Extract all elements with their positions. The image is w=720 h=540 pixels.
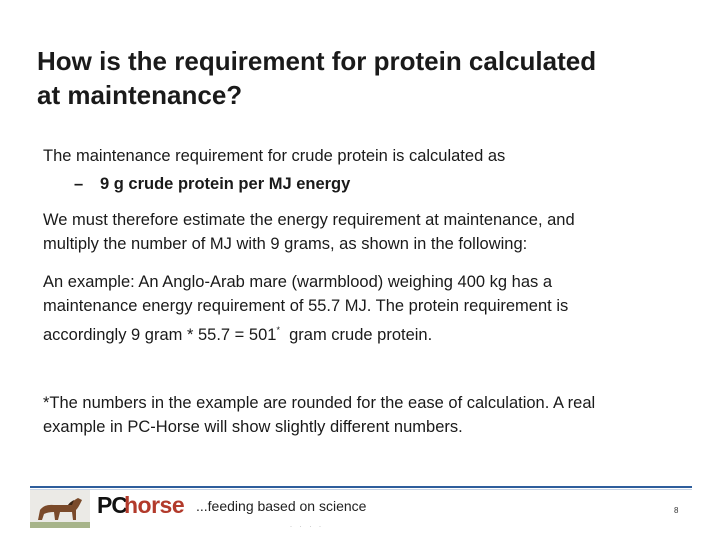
footnote-line-1: *The numbers in the example are rounded for the ease of calculation. A real [43,394,596,412]
horse-icon [30,490,90,528]
intro-paragraph: The maintenance requirement for crude protein is calculated as [43,147,506,165]
logo-pc-text: PC [97,492,127,518]
footnote-paragraph [43,391,683,439]
bullet-item [74,172,350,196]
footer-dots: · · · · [290,524,324,530]
footer-divider [30,486,692,488]
example-paragraph-line-1: An example: An Anglo-Arab mare (warmblood) weighing 400 kg has a [43,273,553,291]
page-number: 8 [674,506,679,515]
example-paragraph [43,270,683,347]
footer-divider-shadow [30,489,692,490]
footnote-line-2: example in PC-Horse will show slightly different numbers. [43,418,463,436]
example-paragraph-line-3 [43,318,683,347]
example-paragraph-line-2: maintenance energy requirement of 55.7 MJ. The protein requirement is [43,297,569,315]
horse-logo-image [30,490,90,528]
footnote-marker: * [276,325,280,335]
example-calc-tail: gram crude protein. [279,326,433,344]
logo-tagline: ...feeding based on science [196,498,367,514]
slide-title-line-1: How is the requirement for protein calculated [37,46,597,76]
energy-paragraph-line-2: multiply the number of MJ with 9 grams, as shown in the following: [43,235,528,253]
bullet-text: 9 g crude protein per MJ energy [100,175,351,193]
slide-title-line-2: at maintenance? [37,80,243,110]
energy-paragraph-line-1: We must therefore estimate the energy requirement at maintenance, and [43,211,575,229]
bullet-dash: – [74,175,84,193]
slide-title [37,44,677,112]
logo-horse-text: horse [124,492,185,518]
energy-paragraph [43,208,683,256]
example-calc-text: accordingly 9 gram * 55.7 = 501 [43,326,277,344]
